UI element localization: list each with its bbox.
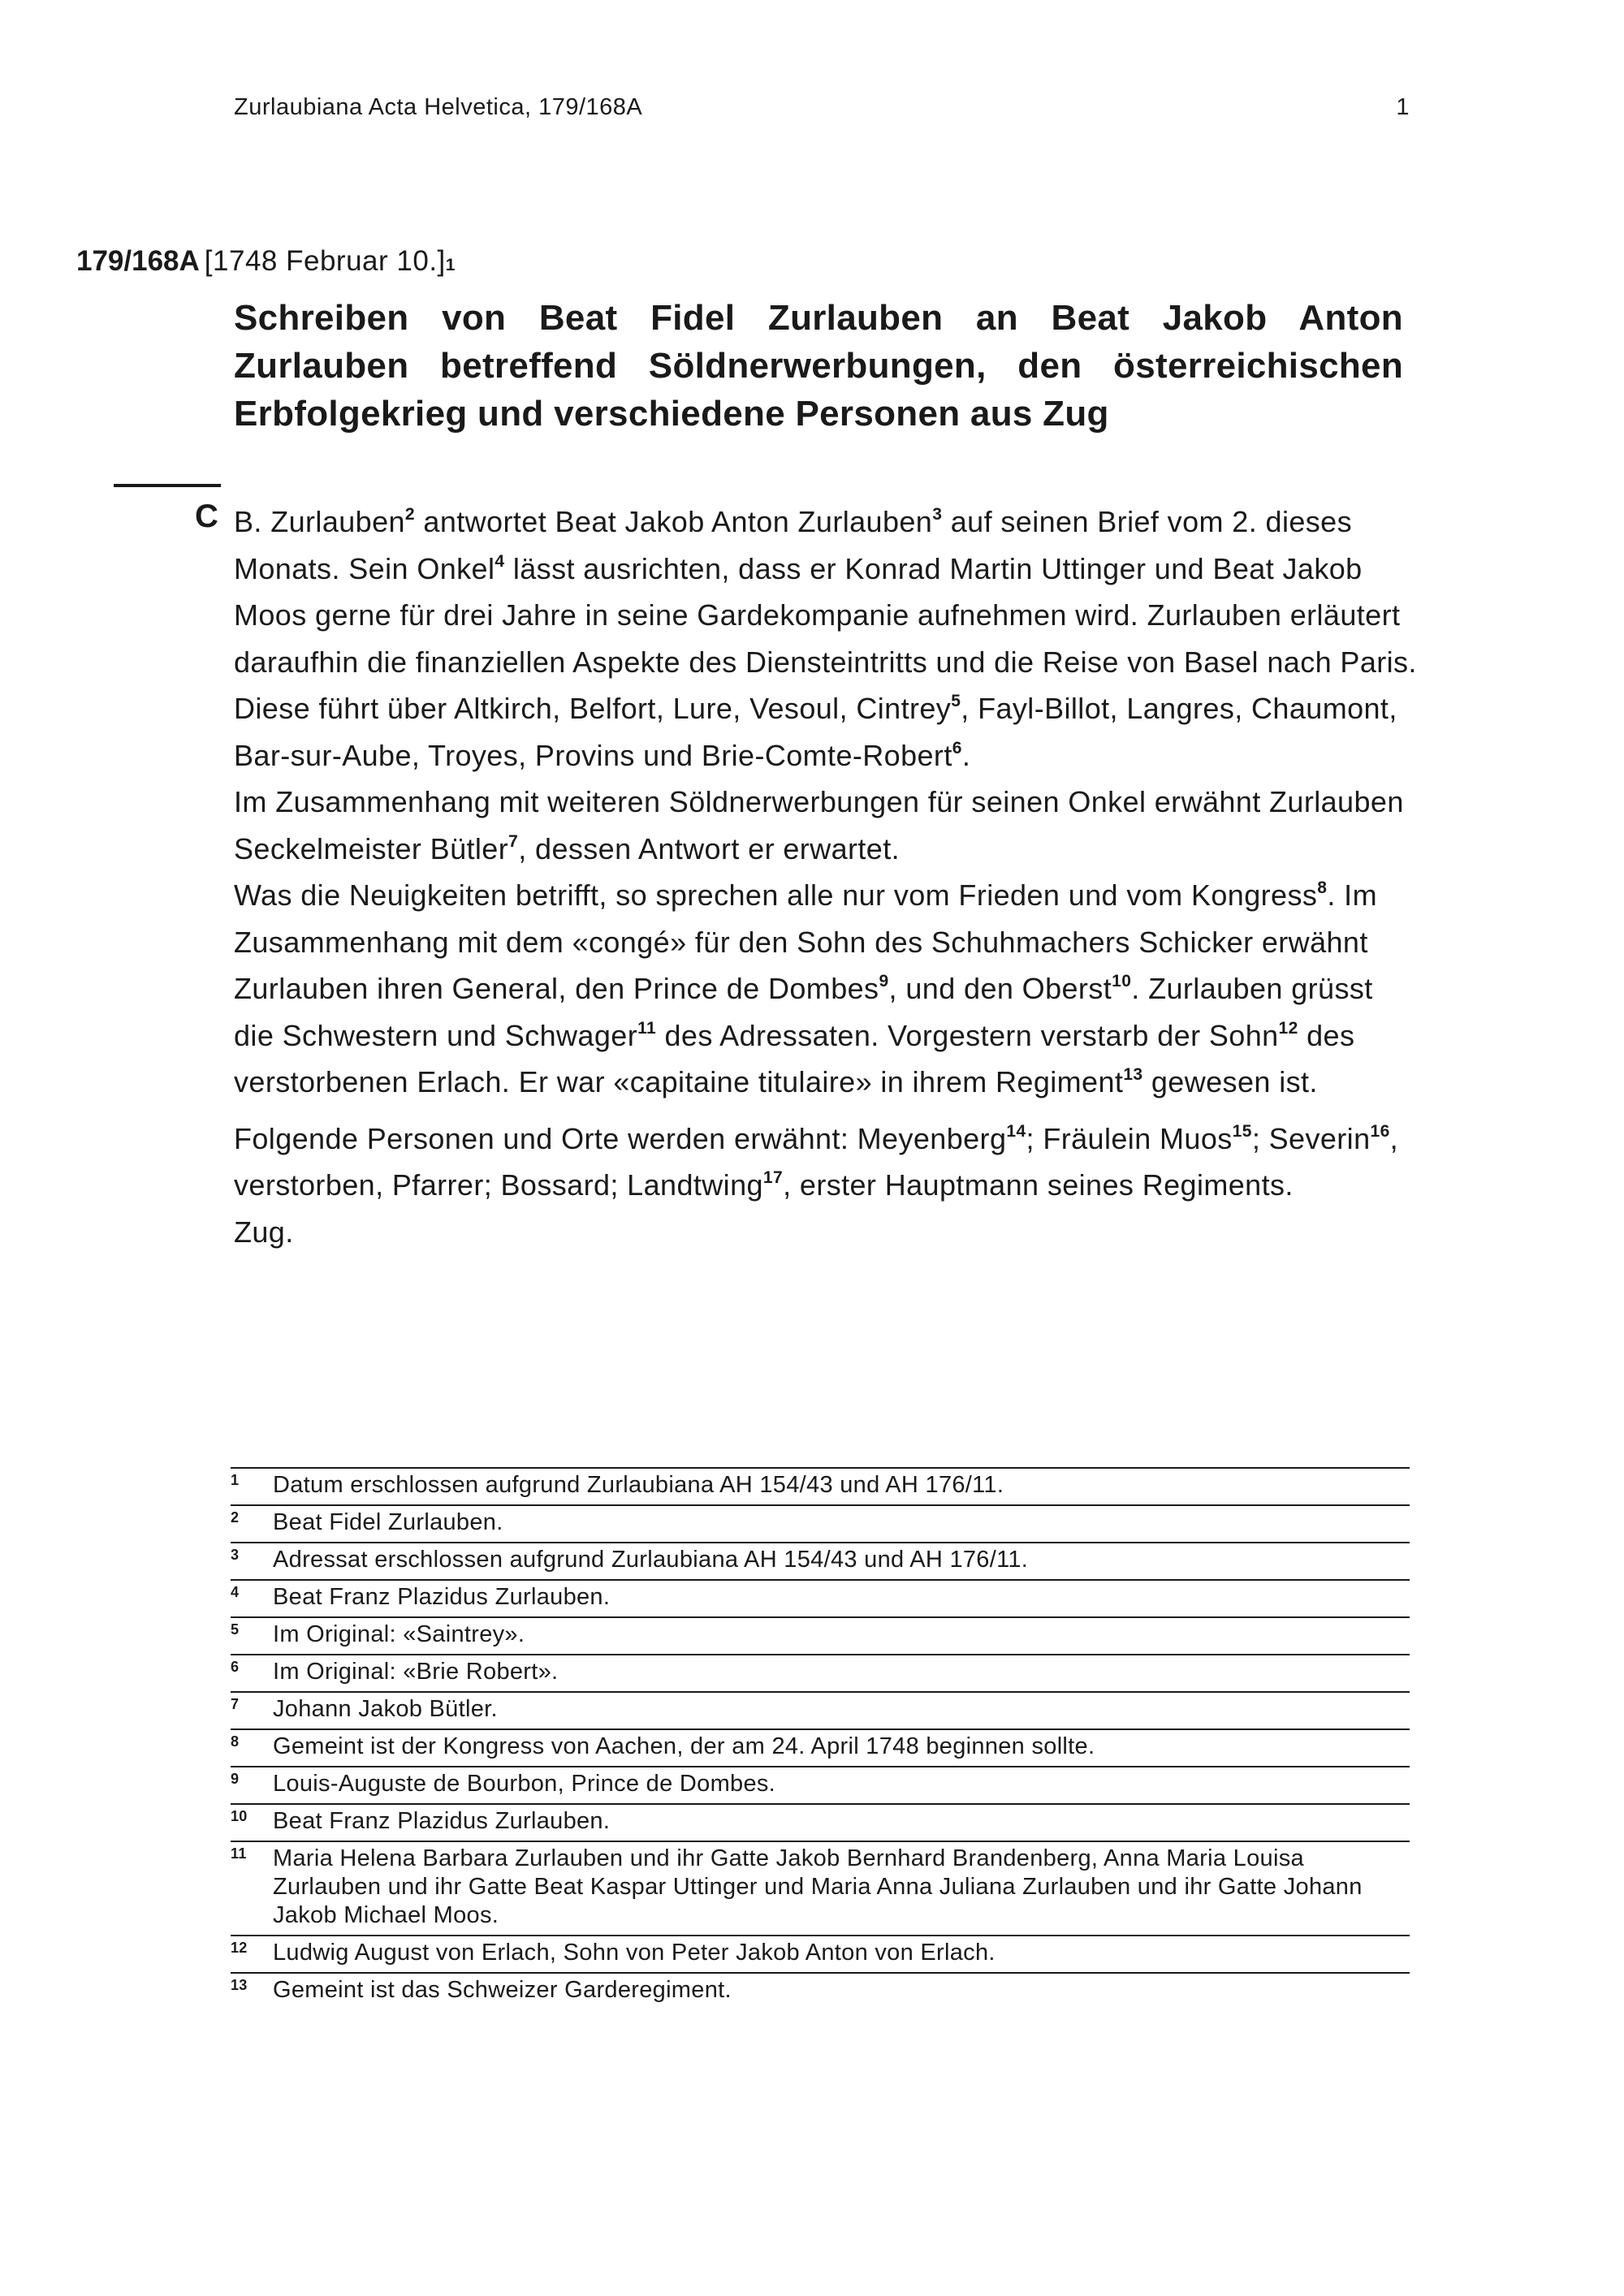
footnote-text: Im Original: «Brie Robert».	[273, 1659, 559, 1685]
text-run: , erster Hauptmann seines Regiments.	[783, 1168, 1294, 1202]
text-run: Im Zusammenhang mit weiteren Söldnerwerbungen für seinen Onkel erwähnt Zurlauben Seckelmeister Bütler	[234, 785, 1404, 865]
text-run: . Im Zusammenhang mit dem «congé» für den Sohn des Schuhmachers Schicker erwähnt Zurlauben ihren General, den Prince de Dombes	[234, 878, 1377, 1005]
text-run: Folgende Personen und Orte werden erwähnt: Meyenberg	[234, 1121, 1007, 1155]
text-run: , dessen Antwort er erwartet.	[518, 831, 901, 865]
paragraph	[234, 498, 1419, 779]
footnote-text: Johann Jakob Bütler.	[273, 1696, 498, 1722]
footnote-number: 11	[231, 1845, 247, 1862]
paragraph	[234, 779, 1419, 872]
footnote-number: 9	[231, 1771, 240, 1787]
footnote-ref[interactable]: 7	[508, 831, 519, 851]
text-run: ; Severin	[1251, 1121, 1371, 1155]
footnote-ref[interactable]: 12	[1278, 1018, 1298, 1038]
text-run: lässt ausrichten, dass er Konrad Martin Uttinger und Beat Jakob Moos gerne für drei Jahre in seine Gardekompanie aufnehmen wird. Zurlauben erläutert daraufhin die finanziellen Aspekte des Diensteintritts und die Reise von Basel nach Paris. Diese führt über Altkirch, Belfort, Lure, Vesoul, Cintrey	[234, 551, 1417, 725]
footnote-number: 10	[231, 1808, 248, 1824]
footnote	[231, 1543, 1410, 1581]
paragraph	[234, 1116, 1419, 1209]
text-run: Was die Neuigkeiten betrifft, so sprechen alle nur vom Frieden und vom Kongress	[234, 878, 1318, 912]
footnote	[231, 1655, 1410, 1693]
footnote-text: Ludwig August von Erlach, Sohn von Peter Jakob Anton von Erlach.	[273, 1940, 996, 1966]
footnote-ref[interactable]: 8	[1317, 878, 1328, 897]
running-title: Zurlaubiana Acta Helvetica, 179/168A	[234, 94, 643, 120]
entry-date: [1748 Februar 10.]	[204, 245, 446, 277]
footnote-ref[interactable]: 3	[932, 505, 943, 524]
footnote-text: Maria Helena Barbara Zurlauben und ihr Gatte Jakob Bernhard Brandenberg, Anna Maria Louisa Zurlauben und ihr Gatte Beat Kaspar Uttinger und Maria Anna Juliana Zurlauben und ihr Gatte Johann Jakob Michael Moos.	[273, 1845, 1363, 1928]
text-run: gewesen ist.	[1142, 1065, 1318, 1098]
paragraph: Zug.	[234, 1215, 294, 1249]
footnote-number: 1	[231, 1472, 240, 1488]
footnote-ref[interactable]: 2	[404, 505, 416, 524]
footnote-ref[interactable]: 9	[879, 972, 889, 990]
footnote-text: Gemeint ist das Schweizer Garderegiment.	[273, 1977, 732, 2003]
footnote-ref[interactable]: 13	[1123, 1065, 1143, 1084]
text-run: ; Fräulein Muos	[1026, 1121, 1233, 1155]
footnote	[231, 1974, 1410, 2009]
footnote-number: 2	[231, 1509, 240, 1526]
title-line: Erbfolgekrieg und verschiedene Personen aus Zug	[234, 394, 1109, 434]
footnote	[231, 1581, 1410, 1618]
footnote-number: 4	[231, 1584, 240, 1600]
text-run: , verstorben, Pfarrer; Bossard; Landtwing	[234, 1121, 1399, 1202]
footnote-ref[interactable]: 17	[762, 1168, 784, 1187]
footnote	[231, 1805, 1410, 1842]
footnote-ref[interactable]: 10	[1112, 972, 1132, 990]
footnote	[231, 1469, 1410, 1506]
text-run: .	[961, 738, 971, 772]
text-run: des Adressaten. Vorgestern verstarb der Sohn	[656, 1018, 1279, 1052]
footnote-ref[interactable]: 15	[1232, 1121, 1252, 1141]
text-run: , und den Oberst	[888, 972, 1112, 1005]
page-number: 1	[1396, 94, 1410, 120]
text-run: , Fayl-Billot, Langres, Chaumont, Bar-sur-Aube, Troyes, Provins und Brie-Comte-Robert	[234, 692, 1397, 772]
footnote-number: 13	[231, 1977, 248, 1993]
footnote-text: Louis-Auguste de Bourbon, Prince de Dombes.	[273, 1771, 776, 1797]
title-line: Schreiben von Beat Fidel Zurlauben an Beat Jakob Anton	[234, 298, 1403, 338]
footnote-text: Gemeint ist der Kongress von Aachen, der am 24. April 1748 beginnen sollte.	[273, 1733, 1095, 1759]
section-rule	[114, 484, 221, 487]
footnote-number: 7	[231, 1696, 240, 1712]
footnote-ref[interactable]: 14	[1006, 1121, 1026, 1141]
footnote-list	[231, 1467, 1410, 2009]
footnote-number: 5	[231, 1621, 240, 1638]
footnote-ref[interactable]: 16	[1370, 1121, 1390, 1141]
footnote-text: Datum erschlossen aufgrund Zurlaubiana AH 154/43 und AH 176/11.	[273, 1472, 1004, 1498]
footnote-number: 6	[231, 1659, 240, 1675]
footnote	[231, 1767, 1410, 1805]
document-type-mark: C	[195, 498, 218, 534]
text-run: auf seinen Brief vom 2. dieses Monats. Sein Onkel	[234, 505, 1352, 585]
footnote	[231, 1693, 1410, 1730]
entry-title	[234, 294, 1403, 438]
footnote-number: 8	[231, 1733, 240, 1750]
footnote-text: Beat Franz Plazidus Zurlauben.	[273, 1808, 611, 1834]
title-line: Zurlauben betreffend Söldnerwerbungen, den österreichischen	[234, 346, 1403, 386]
text-run: antwortet Beat Jakob Anton Zurlauben	[415, 505, 933, 538]
footnote	[231, 1618, 1410, 1655]
running-head	[234, 94, 1410, 121]
footnote-ref[interactable]: 4	[495, 551, 505, 571]
footnote-number: 12	[231, 1940, 248, 1956]
footnote-ref[interactable]: 5	[951, 692, 961, 710]
footnote-text: Im Original: «Saintrey».	[273, 1621, 525, 1647]
footnote-number: 3	[231, 1547, 240, 1563]
entry-header: 179/168A [1748 Februar 10.] 1	[76, 245, 456, 277]
footnote-text: Beat Franz Plazidus Zurlauben.	[273, 1584, 611, 1610]
footnote	[231, 1730, 1410, 1767]
footnote	[231, 1842, 1410, 1936]
footnote	[231, 1506, 1410, 1543]
text-run: . Zurlauben grüsst die Schwestern und Schwager	[234, 972, 1373, 1052]
footnote-ref[interactable]: 6	[952, 738, 962, 757]
regest-body	[234, 498, 1419, 1255]
text-run: des verstorbenen Erlach. Er war «capitaine titulaire» in ihrem Regiment	[234, 1018, 1355, 1098]
footnote-text: Beat Fidel Zurlauben.	[273, 1509, 503, 1535]
footnote-ref[interactable]: 11	[637, 1018, 657, 1038]
entry-id: 179/168A	[76, 245, 200, 277]
footnote-text: Adressat erschlossen aufgrund Zurlaubiana AH 154/43 und AH 176/11.	[273, 1547, 1029, 1573]
footnote	[231, 1936, 1410, 1974]
text-run: B. Zurlauben	[234, 505, 405, 538]
paragraph	[234, 872, 1419, 1106]
